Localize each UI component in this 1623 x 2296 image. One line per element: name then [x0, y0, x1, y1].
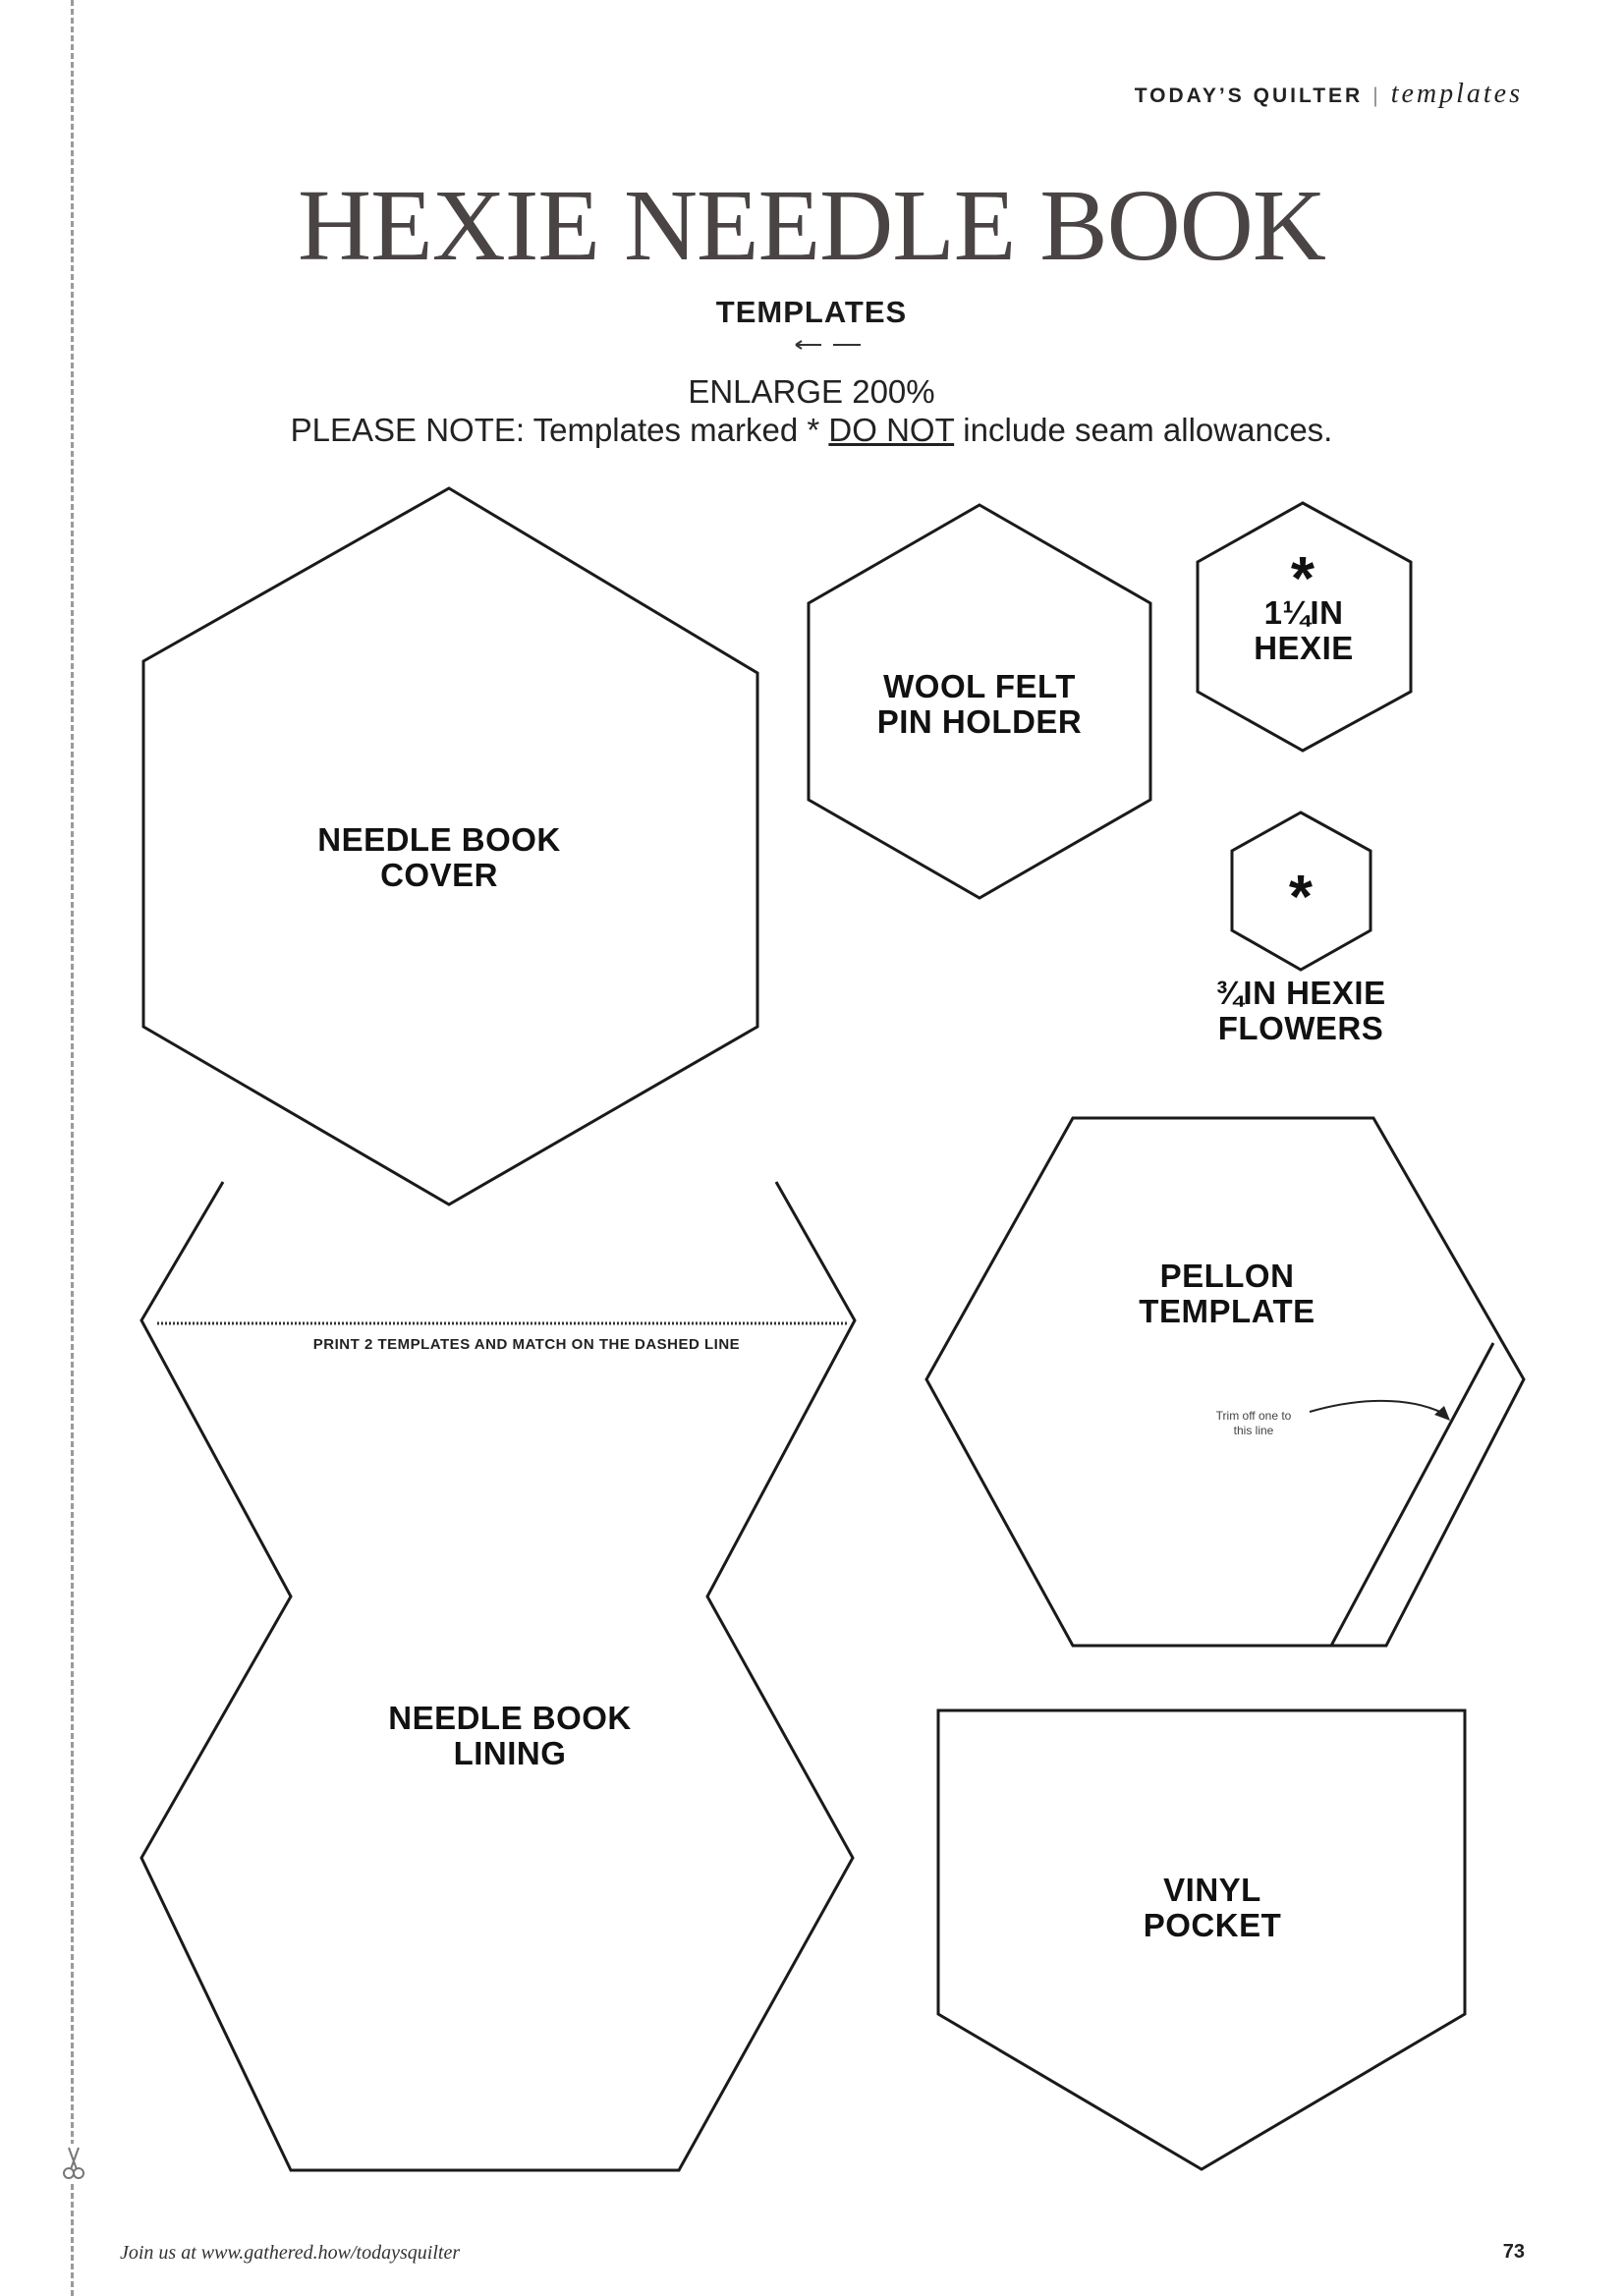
- vinyl-label-line1: VINYL: [1163, 1872, 1261, 1908]
- lining-label-line2: LINING: [453, 1735, 567, 1771]
- enlarge-instruction: ENLARGE 200%: [688, 373, 935, 410]
- header-separator: |: [1372, 84, 1381, 107]
- pellon-trim-line: [1331, 1343, 1493, 1646]
- footer-website: Join us at www.gathered.how/todaysquilter: [120, 2242, 461, 2264]
- pin-holder-label-line1: WOOL FELT: [883, 668, 1076, 704]
- pellon-label-line2: TEMPLATE: [1139, 1293, 1315, 1329]
- pin-holder-label: [832, 669, 1127, 740]
- section-name: templates: [1390, 79, 1523, 109]
- cover-label: [292, 822, 587, 893]
- lining-instruction: PRINT 2 TEMPLATES AND MATCH ON THE DASHED LINE: [312, 1336, 741, 1353]
- trim-note: [1185, 1409, 1322, 1438]
- vinyl-label-line2: POCKET: [1143, 1907, 1282, 1943]
- lining-label-line1: NEEDLE BOOK: [388, 1700, 632, 1736]
- note-suffix: include seam allowances.: [954, 412, 1333, 448]
- cover-label-line2: COVER: [380, 857, 498, 893]
- hexie-small-label-line1: ¾IN HEXIE: [1215, 975, 1386, 1011]
- hexie-large-label-line2: HEXIE: [1254, 630, 1354, 666]
- hexie-small-label: [1153, 976, 1448, 1046]
- hexie-small-asterisk: *: [1288, 864, 1314, 931]
- trim-note-line1: Trim off one to: [1215, 1409, 1292, 1423]
- hexie-small-label-line2: FLOWERS: [1217, 1010, 1384, 1046]
- hexie-large-asterisk: *: [1290, 545, 1315, 613]
- note-emphasis: DO NOT: [828, 412, 955, 448]
- pellon-label-line1: PELLON: [1159, 1258, 1295, 1294]
- pellon-label: [1080, 1259, 1374, 1329]
- trim-arrow-head: [1434, 1406, 1450, 1421]
- pellon-hexagon: [926, 1118, 1524, 1646]
- lining-outline: [141, 1182, 855, 2170]
- page-subtitle: TEMPLATES: [715, 295, 908, 329]
- pin-holder-label-line2: PIN HOLDER: [876, 703, 1083, 740]
- trim-arrow: [1310, 1401, 1442, 1413]
- page-number: 73: [1502, 2241, 1525, 2263]
- cover-label-line1: NEEDLE BOOK: [317, 821, 561, 858]
- note-prefix: PLEASE NOTE: Templates marked *: [290, 412, 829, 448]
- magazine-name: TODAY’S QUILTER: [1134, 84, 1364, 107]
- trim-note-line2: this line: [1233, 1424, 1274, 1437]
- hexie-large-label: [1205, 595, 1402, 666]
- hexie-large-label-line1: 1¼IN: [1263, 594, 1344, 631]
- lining-label: [363, 1701, 657, 1771]
- page-title: HEXIE NEEDLE BOOK: [298, 169, 1325, 282]
- vinyl-label: [1065, 1873, 1360, 1943]
